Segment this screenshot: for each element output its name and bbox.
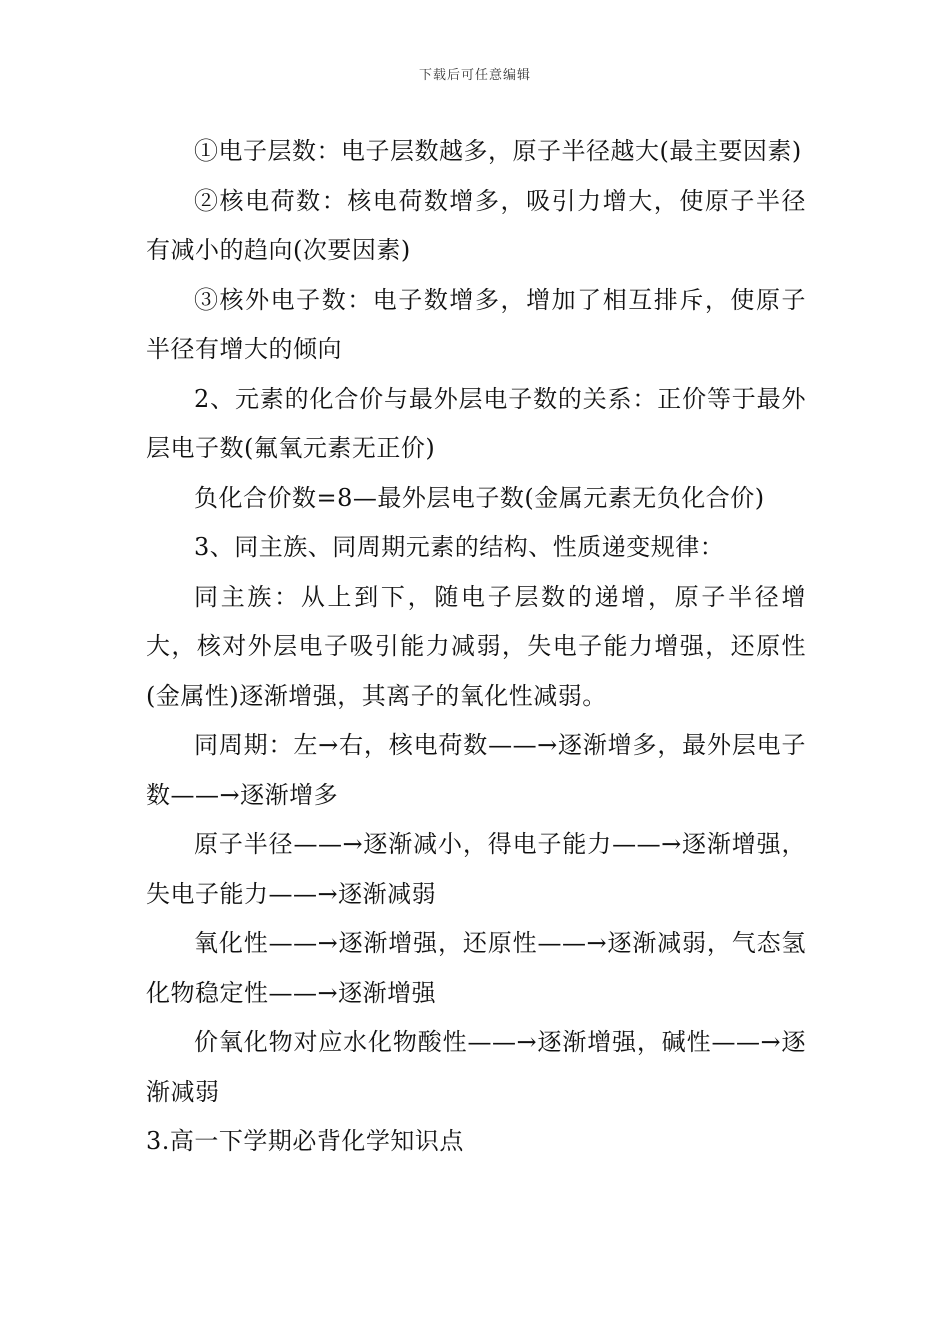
paragraph-periodic-trends-heading: 3、同主族、同周期元素的结构、性质递变规律：	[194, 533, 725, 561]
paragraph-acidity: 价氧化物对应水化物酸性——→逐渐增强，碱性——→逐渐减弱	[146, 1028, 806, 1106]
paragraph-same-group: 同主族：从上到下，随电子层数的递增，原子半径增大，核对外层电子吸引能力减弱，失电子能力增强，还原性(金属性)逐渐增强，其离子的氧化性减弱。	[146, 582, 806, 710]
page-header: 下载后可任意编辑	[418, 68, 531, 83]
paragraph-oxidizing: 氧化性——→逐渐增强，还原性——→逐渐减弱，气态氢化物稳定性——→逐渐增强	[146, 929, 806, 1007]
paragraph-negative-valence: 负化合价数=8—最外层电子数(金属元素无负化合价)	[194, 483, 765, 512]
paragraph-same-period: 同周期：左→右，核电荷数——→逐渐增多，最外层电子数——→逐渐增多	[146, 731, 806, 809]
document-body	[146, 127, 806, 1167]
paragraph-atomic-radius: 原子半径——→逐渐减小，得电子能力——→逐渐增强，失电子能力——→逐渐减弱	[146, 830, 806, 908]
section-heading: 3.高一下学期必背化学知识点	[146, 1127, 464, 1155]
paragraph-nuclear-charge: ②核电荷数：核电荷数增多，吸引力增大，使原子半径有减小的趋向(次要因素)	[146, 186, 806, 264]
paragraph-outer-electrons: ③核外电子数：电子数增多，增加了相互排斥，使原子半径有增大的倾向	[146, 285, 806, 363]
paragraph-electron-shells: ①电子层数：电子层数越多，原子半径越大(最主要因素)	[194, 137, 802, 165]
paragraph-valence-relation: 2、元素的化合价与最外层电子数的关系：正价等于最外层电子数(氟氧元素无正价)	[146, 384, 806, 462]
